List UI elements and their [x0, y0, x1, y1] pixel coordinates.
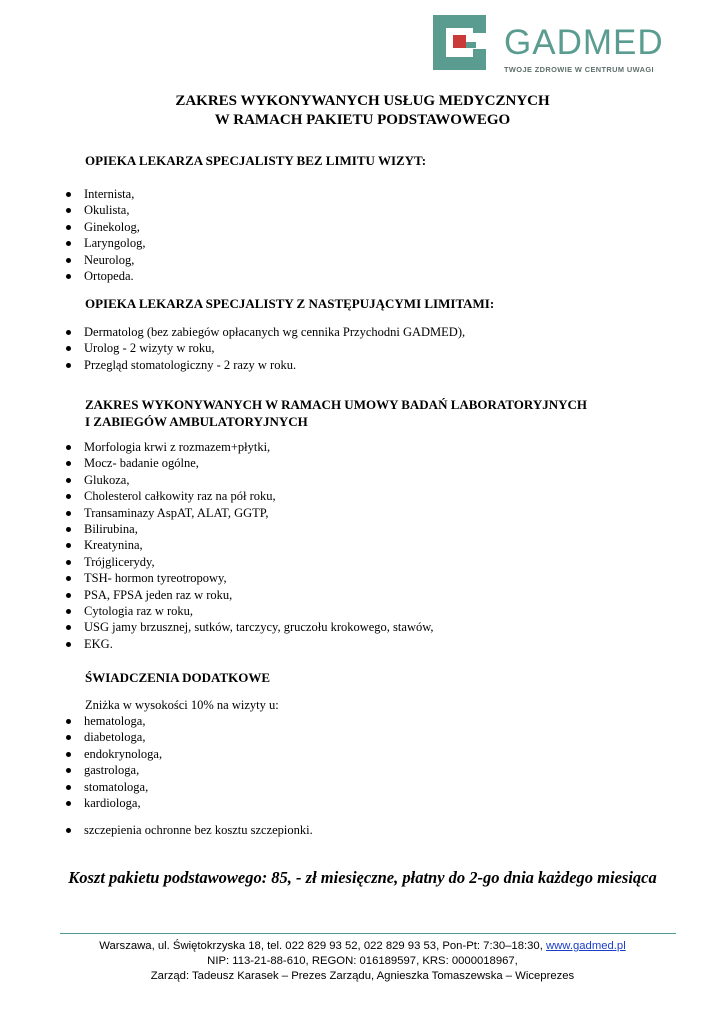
website-link[interactable]: www.gadmed.pl	[545, 940, 626, 952]
list-item: kardiologa,	[66, 795, 162, 811]
footer-divider	[60, 933, 676, 934]
list-item: endokrynologa,	[66, 746, 162, 762]
list-item: Internista,	[66, 186, 145, 202]
section3-heading-line-2: I ZABIEGÓW AMBULATORYJNYCH	[85, 414, 308, 429]
package-cost: Koszt pakietu podstawowego: 85, - zł miesięczne, płatny do 2-go dnia każdego miesiąca	[68, 868, 657, 887]
list-item: Neurolog,	[66, 252, 145, 268]
brand-tagline: TWOJE ZDROWIE W CENTRUM UWAGI	[504, 65, 654, 74]
list-item: Bilirubina,	[66, 521, 434, 537]
list-item: Ginekolog,	[66, 219, 145, 235]
list-item: gastrologa,	[66, 762, 162, 778]
list-item: hematologa,	[66, 713, 162, 729]
list-item: TSH- hormon tyreotropowy,	[66, 570, 434, 586]
section2-heading: OPIEKA LEKARZA SPECJALISTY Z NASTĘPUJĄCYMI LIMITAMI:	[85, 296, 495, 311]
list-item: Okulista,	[66, 202, 145, 218]
section4-extra-list	[66, 822, 313, 838]
title-line-1: ZAKRES WYKONYWANYCH USŁUG MEDYCZNYCH	[175, 93, 550, 109]
section3-heading	[85, 396, 587, 430]
section4-heading: ŚWIADCZENIA DODATKOWE	[85, 670, 271, 685]
list-item: PSA, FPSA jeden raz w roku,	[66, 587, 434, 603]
list-item: szczepienia ochronne bez kosztu szczepionki.	[66, 822, 313, 838]
list-item: USG jamy brzusznej, sutków, tarczycy, gruczołu krokowego, stawów,	[66, 619, 434, 635]
section2-list	[66, 324, 465, 373]
section1-list	[66, 186, 145, 284]
section4-intro: Zniżka w wysokości 10% na wizyty u:	[85, 698, 279, 712]
footer-address: Warszawa, ul. Świętokrzyska 18, tel. 022 829 93 52, 022 829 93 53, Pon-Pt: 7:30–18:30,	[99, 940, 543, 952]
list-item: Trójglicerydy,	[66, 554, 434, 570]
list-item: Mocz- badanie ogólne,	[66, 455, 434, 471]
footer-line-2: NIP: 113-21-88-610, REGON: 016189597, KRS: 0000018967,	[207, 955, 518, 967]
list-item: Glukoza,	[66, 472, 434, 488]
list-item: stomatologa,	[66, 779, 162, 795]
section3-heading-line-1: ZAKRES WYKONYWANYCH W RAMACH UMOWY BADAŃ LABORATORYJNYCH	[85, 397, 587, 412]
list-item: Cholesterol całkowity raz na pół roku,	[66, 488, 434, 504]
brand-name: GADMED	[504, 23, 664, 62]
title-line-2: W RAMACH PAKIETU PODSTAWOWEGO	[214, 112, 511, 128]
section1-heading: OPIEKA LEKARZA SPECJALISTY BEZ LIMITU WIZYT:	[85, 153, 427, 168]
list-item: EKG.	[66, 636, 434, 652]
gadmed-logo	[433, 15, 688, 77]
page-title	[0, 92, 725, 130]
footer	[0, 939, 725, 984]
section3-list	[66, 439, 434, 652]
list-item: Morfologia krwi z rozmazem+płytki,	[66, 439, 434, 455]
list-item: Przegląd stomatologiczny - 2 razy w roku.	[66, 357, 465, 373]
footer-line-1	[0, 939, 725, 954]
list-item: Dermatolog (bez zabiegów opłacanych wg cennika Przychodni GADMED),	[66, 324, 465, 340]
footer-line-3: Zarząd: Tadeusz Karasek – Prezes Zarządu, Agnieszka Tomaszewska – Wiceprezes	[150, 970, 575, 982]
list-item: Kreatynina,	[66, 537, 434, 553]
list-item: Transaminazy AspAT, ALAT, GGTP,	[66, 505, 434, 521]
section4-list	[66, 713, 162, 811]
gadmed-logo-icon	[433, 15, 486, 70]
list-item: Laryngolog,	[66, 235, 145, 251]
list-item: Cytologia raz w roku,	[66, 603, 434, 619]
list-item: diabetologa,	[66, 729, 162, 745]
list-item: Urolog - 2 wizyty w roku,	[66, 340, 465, 356]
list-item: Ortopeda.	[66, 268, 145, 284]
